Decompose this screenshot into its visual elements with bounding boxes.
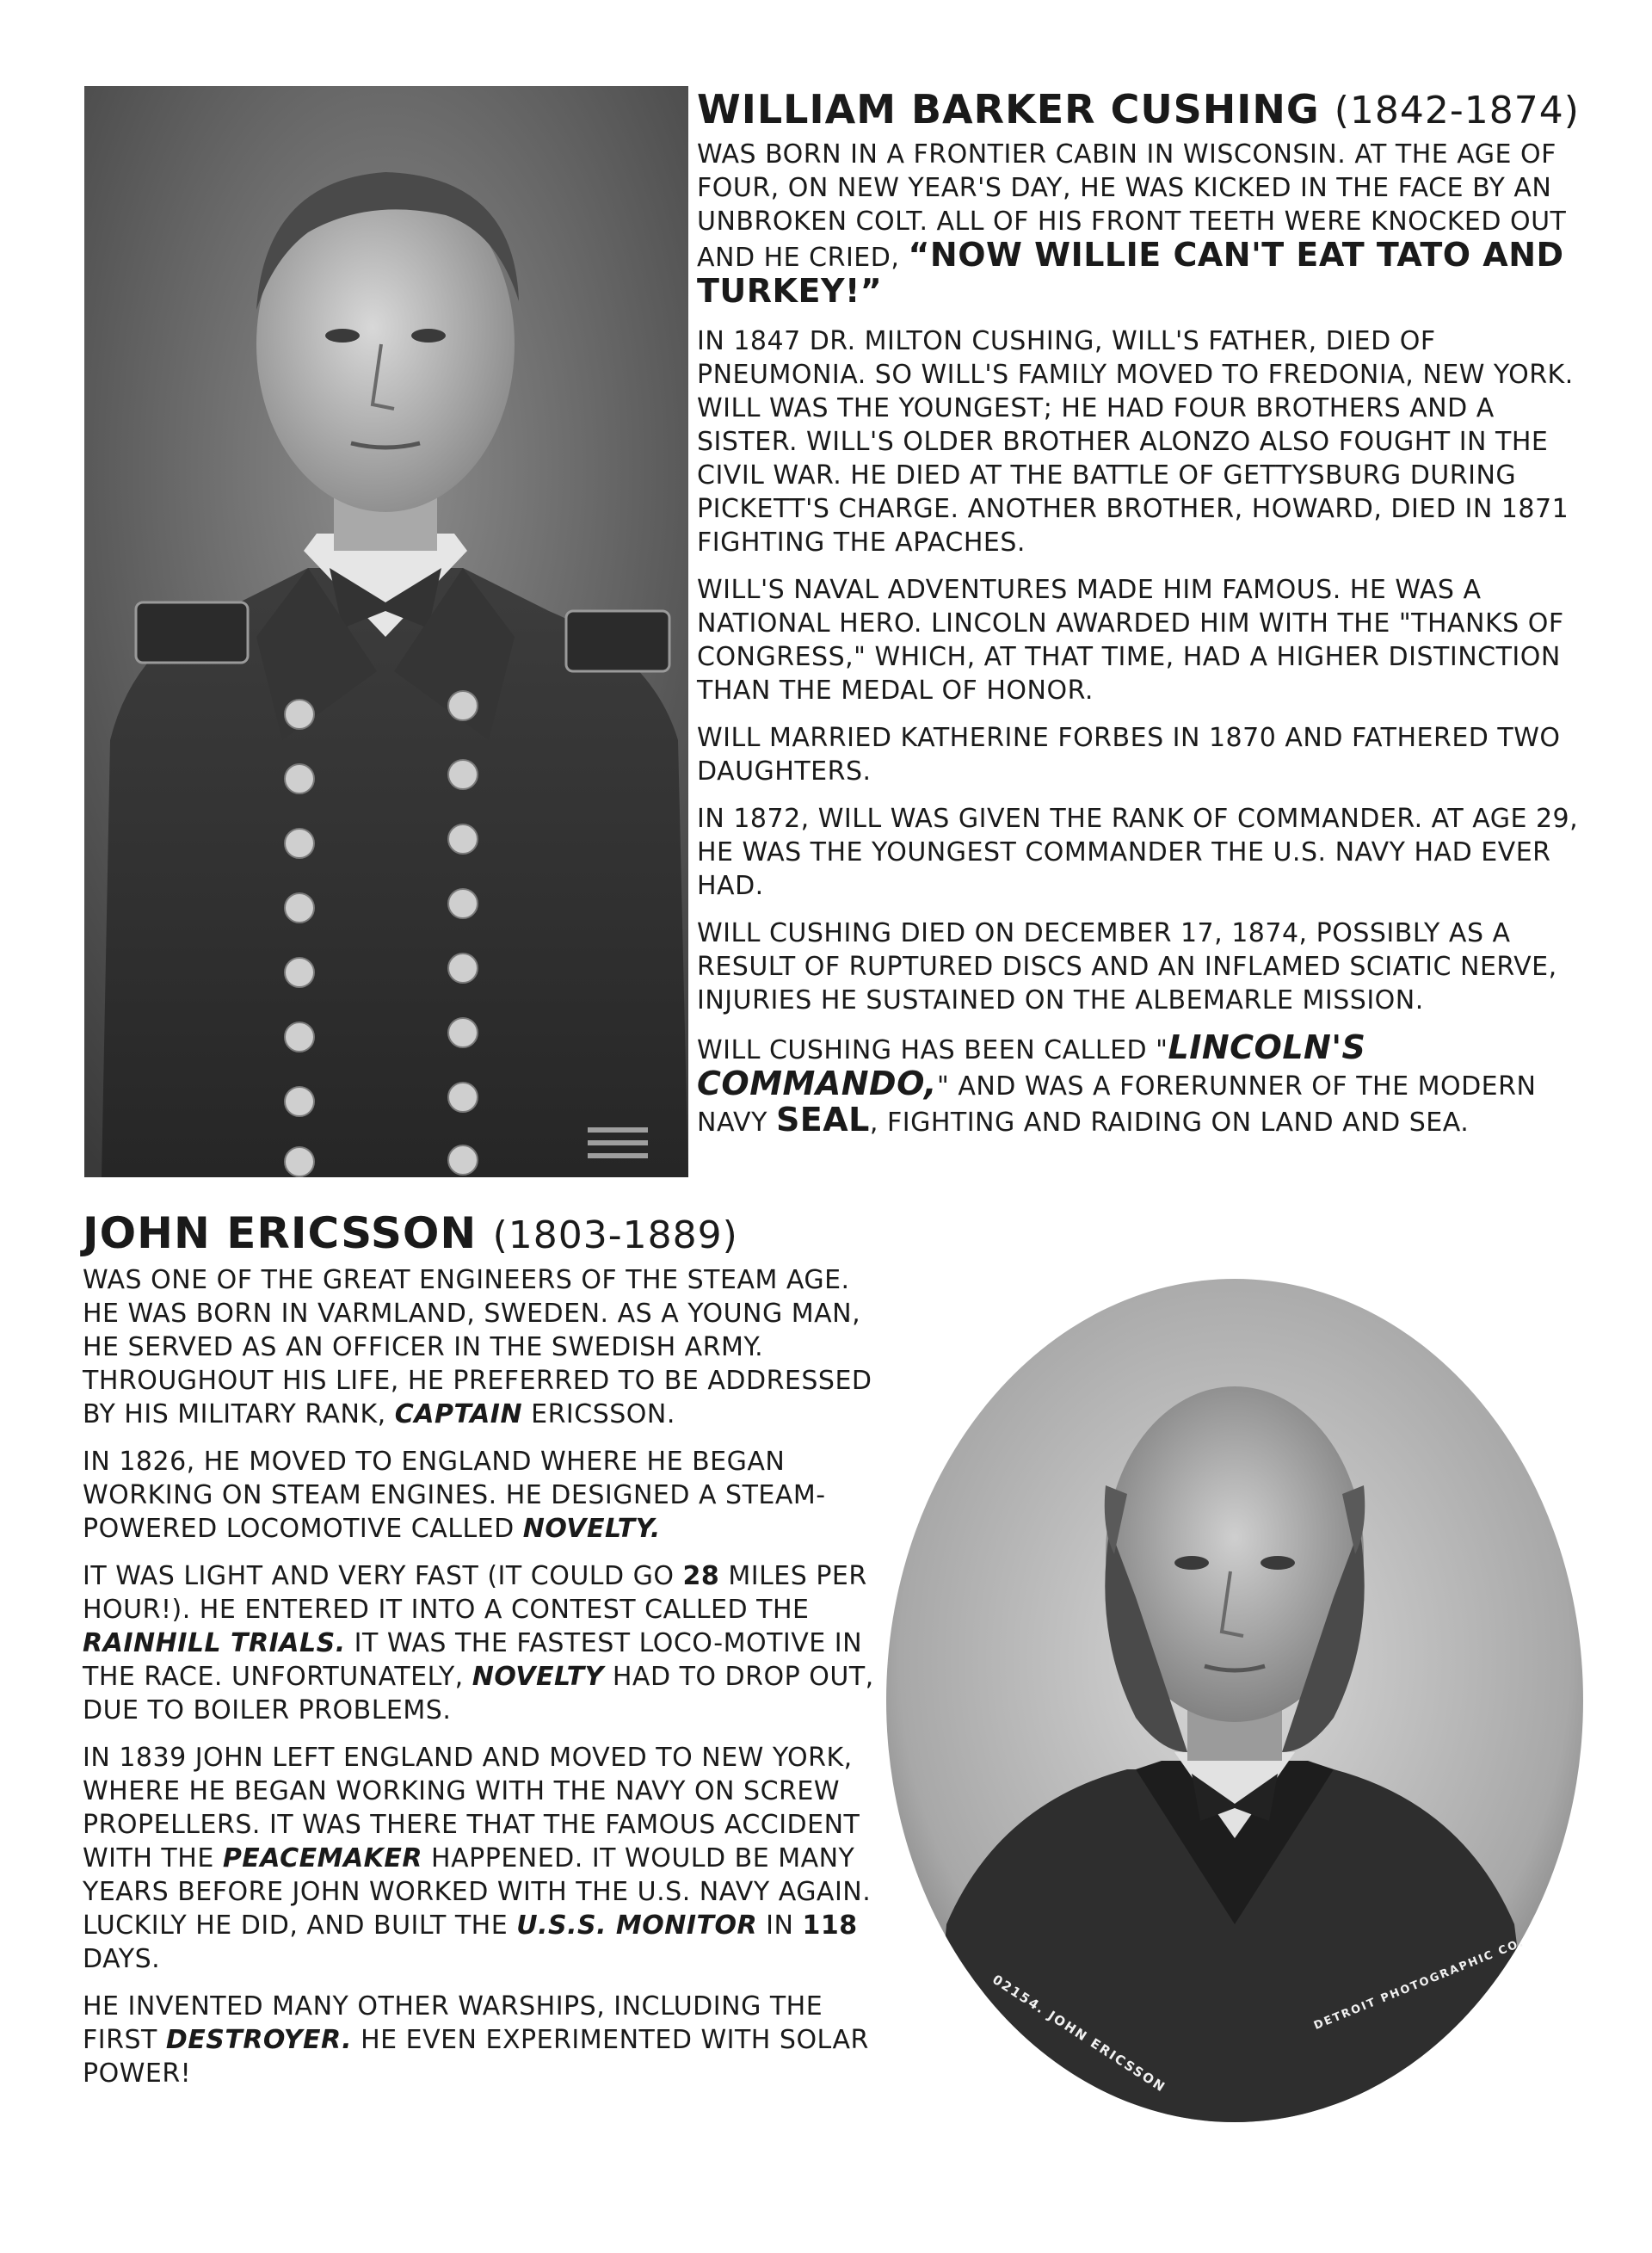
ericsson-paragraph-5 [83, 1990, 891, 2090]
ericsson-peacemaker: PEACEMAKER [222, 1843, 423, 1873]
ericsson-p3-text-c: IT WAS THE FASTEST LOCO-MOTIVE IN THE RACE. UNFORTUNATELY, [83, 1628, 863, 1692]
ericsson-p4-text-c: IN [757, 1910, 803, 1941]
ericsson-p5-text-a: HE INVENTED MANY OTHER WARSHIPS, INCLUDING THE FIRST [83, 1991, 823, 2055]
ericsson-photo-caption: 02154. JOHN ERICSSON [989, 1972, 1169, 2096]
cushing-paragraph-2: IN 1847 DR. MILTON CUSHING, WILL'S FATHER, DIED OF PNEUMONIA. SO WILL'S FAMILY MOVED TO FREDONIA, NEW YORK. WILL WAS THE YOUNGEST; HE HAD FOUR BROTHERS AND A SISTER. WILL'S OLDER BROTHER ALONZO ALSO FOUGHT IN THE CIVIL WAR. HE DIED AT THE BATTLE OF GETTYSBURG DURING PICKETT'S CHARGE. ANOTHER BROTHER, HOWARD, DIED IN 1871 FIGHTING THE APACHES. [697, 326, 1574, 558]
cushing-nickname: LINCOLN'S COMMANDO, [697, 1028, 1366, 1102]
cushing-name: WILLIAM BARKER CUSHING [697, 86, 1320, 133]
ericsson-paragraph-3 [83, 1559, 891, 1727]
ericsson-portrait-illustration [878, 1270, 1592, 2131]
ericsson-name: JOHN ERICSSON [83, 1208, 478, 1258]
ericsson-dates: (1803-1889) [492, 1213, 738, 1257]
ericsson-p5-text-b: HE EVEN EXPERIMENTED WITH SOLAR POWER! [83, 2025, 869, 2089]
ericsson-heading [83, 1209, 891, 1260]
ericsson-novelty-2: NOVELTY [472, 1662, 604, 1692]
cushing-heading [697, 86, 1583, 134]
ericsson-portrait-photo [878, 1270, 1592, 2131]
cushing-paragraph-7 [697, 1028, 1583, 1139]
cushing-dates: (1842-1874) [1334, 89, 1580, 133]
ericsson-paragraph-2 [83, 1445, 891, 1546]
cushing-portrait-illustration [84, 86, 688, 1177]
ericsson-monitor: U.S.S. MONITOR [516, 1910, 758, 1941]
cushing-p7-text-b: " AND WAS A FORERUNNER OF THE MODERN NAVY [697, 1071, 1537, 1138]
ericsson-paragraph-1 [83, 1263, 891, 1431]
cushing-paragraph-6: WILL CUSHING DIED ON DECEMBER 17, 1874, POSSIBLY AS A RESULT OF RUPTURED DISCS AND AN INFLAMED SCIATIC NERVE, INJURIES HE SUSTAINED ON THE ALBEMARLE MISSION. [697, 918, 1557, 1015]
cushing-paragraph-4: WILL MARRIED KATHERINE FORBES IN 1870 AND FATHERED TWO DAUGHTERS. [697, 723, 1561, 787]
ericsson-p3-text-d: HAD TO DROP OUT, DUE TO BOILER PROBLEMS. [83, 1662, 874, 1725]
ericsson-p1-text-a: WAS ONE OF THE GREAT ENGINEERS OF THE STEAM AGE. HE WAS BORN IN VARMLAND, SWEDEN. AS A YOUNG MAN, HE SERVED AS AN OFFICER IN THE SWEDISH ARMY. THROUGHOUT HIS LIFE, HE PREFERRED TO BE ADDRESSED BY HIS MILITARY RANK, [83, 1265, 872, 1429]
ericsson-destroyer: DESTROYER. [165, 2025, 353, 2055]
ericsson-p2-text-a: IN 1826, HE MOVED TO ENGLAND WHERE HE BEGAN WORKING ON STEAM ENGINES. HE DESIGNED A STEAM-POWERED LOCOMOTIVE CALLED [83, 1447, 826, 1544]
ericsson-rank: CAPTAIN [394, 1399, 523, 1429]
cushing-birthplace: WAS BORN IN A FRONTIER CABIN IN WISCONSIN. [697, 139, 1347, 170]
cushing-p7-text-c: , FIGHTING AND RAIDING ON LAND AND SEA. [869, 1108, 1470, 1138]
ericsson-days: 118 [802, 1910, 858, 1941]
ericsson-paragraph-4 [83, 1741, 891, 1976]
ericsson-photo-credit: DETROIT PHOTOGRAPHIC CO. [1312, 1935, 1527, 2033]
cushing-seal: SEAL [775, 1101, 870, 1139]
cushing-colt-story: AT THE AGE OF FOUR, ON NEW YEAR'S DAY, HE WAS KICKED IN THE FACE BY AN UNBROKEN COLT. ALL OF HIS FRONT TEETH WERE KNOCKED OUT AND HE CRIED, [697, 139, 1567, 273]
cushing-paragraph-1 [697, 138, 1583, 311]
ericsson-novelty-1: NOVELTY. [522, 1514, 661, 1544]
ericsson-p4-text-a: IN 1839 JOHN LEFT ENGLAND AND MOVED TO NEW YORK, WHERE HE BEGAN WORKING WITH THE NAVY ON SCREW PROPELLERS. IT WAS THERE THAT THE FAMOUS ACCIDENT WITH THE [83, 1743, 860, 1873]
ericsson-p3-text-b: MILES PER HOUR!). HE ENTERED IT INTO A CONTEST CALLED THE [83, 1561, 867, 1625]
cushing-paragraph-3: WILL'S NAVAL ADVENTURES MADE HIM FAMOUS. HE WAS A NATIONAL HERO. LINCOLN AWARDED HIM WITH THE "THANKS OF CONGRESS," WHICH, AT THAT TIME, HAD A HIGHER DISTINCTION THAN THE MEDAL OF HONOR. [697, 575, 1564, 706]
ericsson-rainhill-trials: RAINHILL TRIALS. [83, 1628, 346, 1658]
ericsson-p3-text-a: IT WAS LIGHT AND VERY FAST (IT COULD GO [83, 1561, 683, 1591]
cushing-portrait-photo [84, 86, 688, 1177]
cushing-biography [697, 86, 1583, 1153]
ericsson-speed: 28 [682, 1561, 720, 1591]
ericsson-p1-text-b: ERICSSON. [522, 1399, 675, 1429]
ericsson-p4-text-d: DAYS. [83, 1944, 161, 1974]
cushing-quote: “NOW WILLIE CAN'T EAT TATO AND TURKEY!” [697, 236, 1564, 310]
ericsson-biography [83, 1209, 891, 2104]
cushing-p7-text-a: WILL CUSHING HAS BEEN CALLED " [697, 1035, 1168, 1065]
cushing-paragraph-5: IN 1872, WILL WAS GIVEN THE RANK OF COMMANDER. AT AGE 29, HE WAS THE YOUNGEST COMMANDER THE U.S. NAVY HAD EVER HAD. [697, 804, 1579, 901]
ericsson-p4-text-b: HAPPENED. IT WOULD BE MANY YEARS BEFORE JOHN WORKED WITH THE U.S. NAVY AGAIN. LUCKILY HE DID, AND BUILT THE [83, 1843, 872, 1941]
